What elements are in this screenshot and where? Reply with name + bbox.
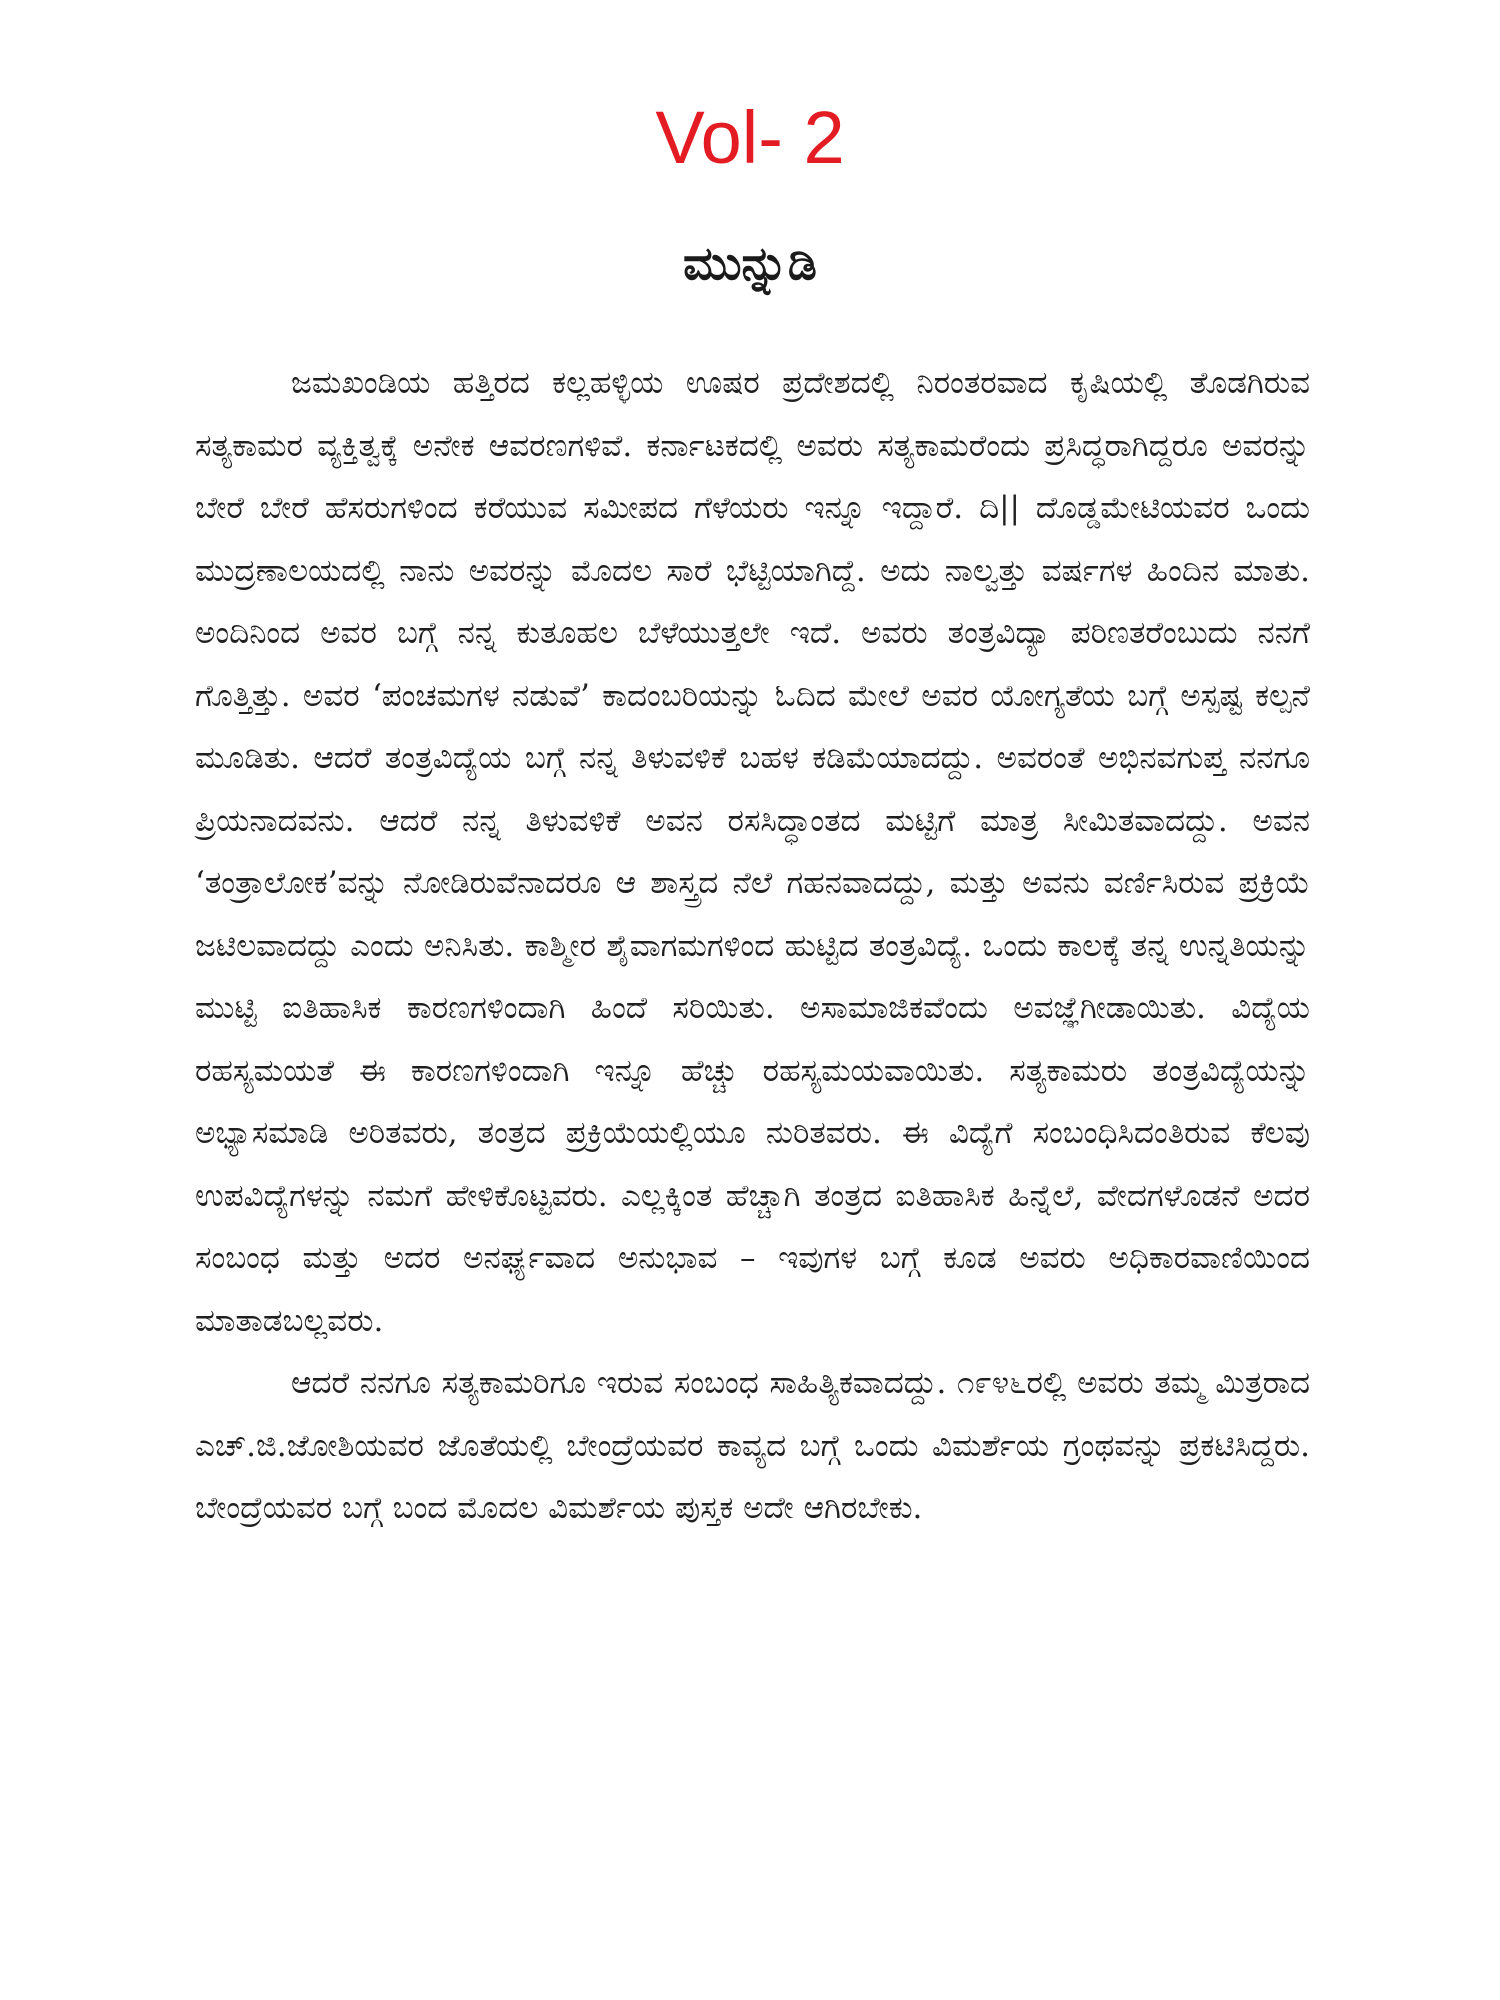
body-text (195, 352, 1310, 1540)
paragraph-2: ಆದರೆ ನನಗೂ ಸತ್ಯಕಾಮರಿಗೂ ಇರುವ ಸಂಬಂಧ ಸಾಹಿತ್ಯಿಕವಾದದ್ದು. ೧೯೪೬ರಲ್ಲಿ ಅವರು ತಮ್ಮ ಮಿತ್ರರಾದ ಎಚ್.ಜಿ.ಜೋಶಿಯವರ ಜೊತೆಯಲ್ಲಿ ಬೇಂದ್ರೆಯವರ ಕಾವ್ಯದ ಬಗ್ಗೆ ಒಂದು ವಿಮರ್ಶೆಯ ಗ್ರಂಥವನ್ನು ಪ್ರಕಟಿಸಿದ್ದರು. ಬೇಂದ್ರೆಯವರ ಬಗ್ಗೆ ಬಂದ ಮೊದಲ ವಿಮರ್ಶೆಯ ಪುಸ್ತಕ ಅದೇ ಆಗಿರಬೇಕು. (195, 1365, 1310, 1526)
paragraph-1: ಜಮಖಂಡಿಯ ಹತ್ತಿರದ ಕಲ್ಲಹಳ್ಳಿಯ ಊಷರ ಪ್ರದೇಶದಲ್ಲಿ ನಿರಂತರವಾದ ಕೃಷಿಯಲ್ಲಿ ತೊಡಗಿರುವ ಸತ್ಯಕಾಮರ ವ್ಯಕ್ತಿತ್ವಕ್ಕೆ ಅನೇಕ ಆವರಣಗಳಿವೆ. ಕರ್ನಾಟಕದಲ್ಲಿ ಅವರು ಸತ್ಯಕಾಮರೆಂದು ಪ್ರಸಿದ್ಧರಾಗಿದ್ದರೂ ಅವರನ್ನು ಬೇರೆ ಬೇರೆ ಹೆಸರುಗಳಿಂದ ಕರೆಯುವ ಸಮೀಪದ ಗೆಳೆಯರು ಇನ್ನೂ ಇದ್ದಾರೆ. ದಿ|| ದೊಡ್ಡಮೇಟಿಯವರ ಒಂದು ಮುದ್ರಣಾಲಯದಲ್ಲಿ ನಾನು ಅವರನ್ನು ಮೊದಲ ಸಾರೆ ಭೆಟ್ಟಿಯಾಗಿದ್ದೆ. ಅದು ನಾಲ್ವತ್ತು ವರ್ಷಗಳ ಹಿಂದಿನ ಮಾತು. ಅಂದಿನಿಂದ ಅವರ ಬಗ್ಗೆ ನನ್ನ ಕುತೂಹಲ ಬೆಳೆಯುತ್ತಲೇ ಇದೆ. ಅವರು ತಂತ್ರವಿದ್ಯಾ ಪರಿಣತರೆಂಬುದು ನನಗೆ ಗೊತ್ತಿತ್ತು. ಅವರ ‘ಪಂಚಮಗಳ ನಡುವೆ’ ಕಾದಂಬರಿಯನ್ನು ಓದಿದ ಮೇಲೆ ಅವರ ಯೋಗ್ಯತೆಯ ಬಗ್ಗೆ ಅಸ್ಪಷ್ಟ ಕಲ್ಪನೆ ಮೂಡಿತು. ಆದರೆ ತಂತ್ರವಿದ್ಯೆಯ ಬಗ್ಗೆ ನನ್ನ ತಿಳುವಳಿಕೆ ಬಹಳ ಕಡಿಮೆಯಾದದ್ದು. ಅವರಂತೆ ಅಭಿನವಗುಪ್ತ ನನಗೂ ಪ್ರಿಯನಾದವನು. ಆದರೆ ನನ್ನ ತಿಳುವಳಿಕೆ ಅವನ ರಸಸಿದ್ಧಾಂತದ ಮಟ್ಟಿಗೆ ಮಾತ್ರ ಸೀಮಿತವಾದದ್ದು. ಅವನ ‘ತಂತ್ರಾಲೋಕ’ವನ್ನು ನೋಡಿರುವೆನಾದರೂ ಆ ಶಾಸ್ತ್ರದ ನೆಲೆ ಗಹನವಾದದ್ದು, ಮತ್ತು ಅವನು ವರ್ಣಿಸಿರುವ ಪ್ರಕ್ರಿಯೆ ಜಟಿಲವಾದದ್ದು ಎಂದು ಅನಿಸಿತು. ಕಾಶ್ಮೀರ ಶೈವಾಗಮಗಳಿಂದ ಹುಟ್ಟಿದ ತಂತ್ರವಿದ್ಯೆ. ಒಂದು ಕಾಲಕ್ಕೆ ತನ್ನ ಉನ್ನತಿಯನ್ನು ಮುಟ್ಟಿ ಐತಿಹಾಸಿಕ ಕಾರಣಗಳಿಂದಾಗಿ ಹಿಂದೆ ಸರಿಯಿತು. ಅಸಾಮಾಜಿಕವೆಂದು ಅವಜ್ಞೆಗೀಡಾಯಿತು. ವಿದ್ಯೆಯ ರಹಸ್ಯಮಯತೆ ಈ ಕಾರಣಗಳಿಂದಾಗಿ ಇನ್ನೂ ಹೆಚ್ಚು ರಹಸ್ಯಮಯವಾಯಿತು. ಸತ್ಯಕಾಮರು ತಂತ್ರವಿದ್ಯೆಯನ್ನು ಅಭ್ಯಾಸಮಾಡಿ ಅರಿತವರು, ತಂತ್ರದ ಪ್ರಕ್ರಿಯೆಯಲ್ಲಿಯೂ ನುರಿತವರು. ಈ ವಿದ್ಯೆಗೆ ಸಂಬಂಧಿಸಿದಂತಿರುವ ಕೆಲವು ಉಪವಿದ್ಯೆಗಳನ್ನು ನಮಗೆ ಹೇಳಿಕೊಟ್ಟವರು. ಎಲ್ಲಕ್ಕಿಂತ ಹೆಚ್ಚಾಗಿ ತಂತ್ರದ ಐತಿಹಾಸಿಕ ಹಿನ್ನೆಲೆ, ವೇದಗಳೊಡನೆ ಅದರ ಸಂಬಂಧ ಮತ್ತು ಅದರ ಅನರ್ಘ್ಯವಾದ ಅನುಭಾವ – ಇವುಗಳ ಬಗ್ಗೆ ಕೂಡ ಅವರು ಅಧಿಕಾರವಾಣಿಯಿಂದ ಮಾತಾಡಬಲ್ಲವರು. (195, 365, 1310, 1339)
page-title: ಮುನ್ನುಡಿ (683, 236, 817, 290)
volume-heading: Vol- 2 (655, 96, 845, 179)
